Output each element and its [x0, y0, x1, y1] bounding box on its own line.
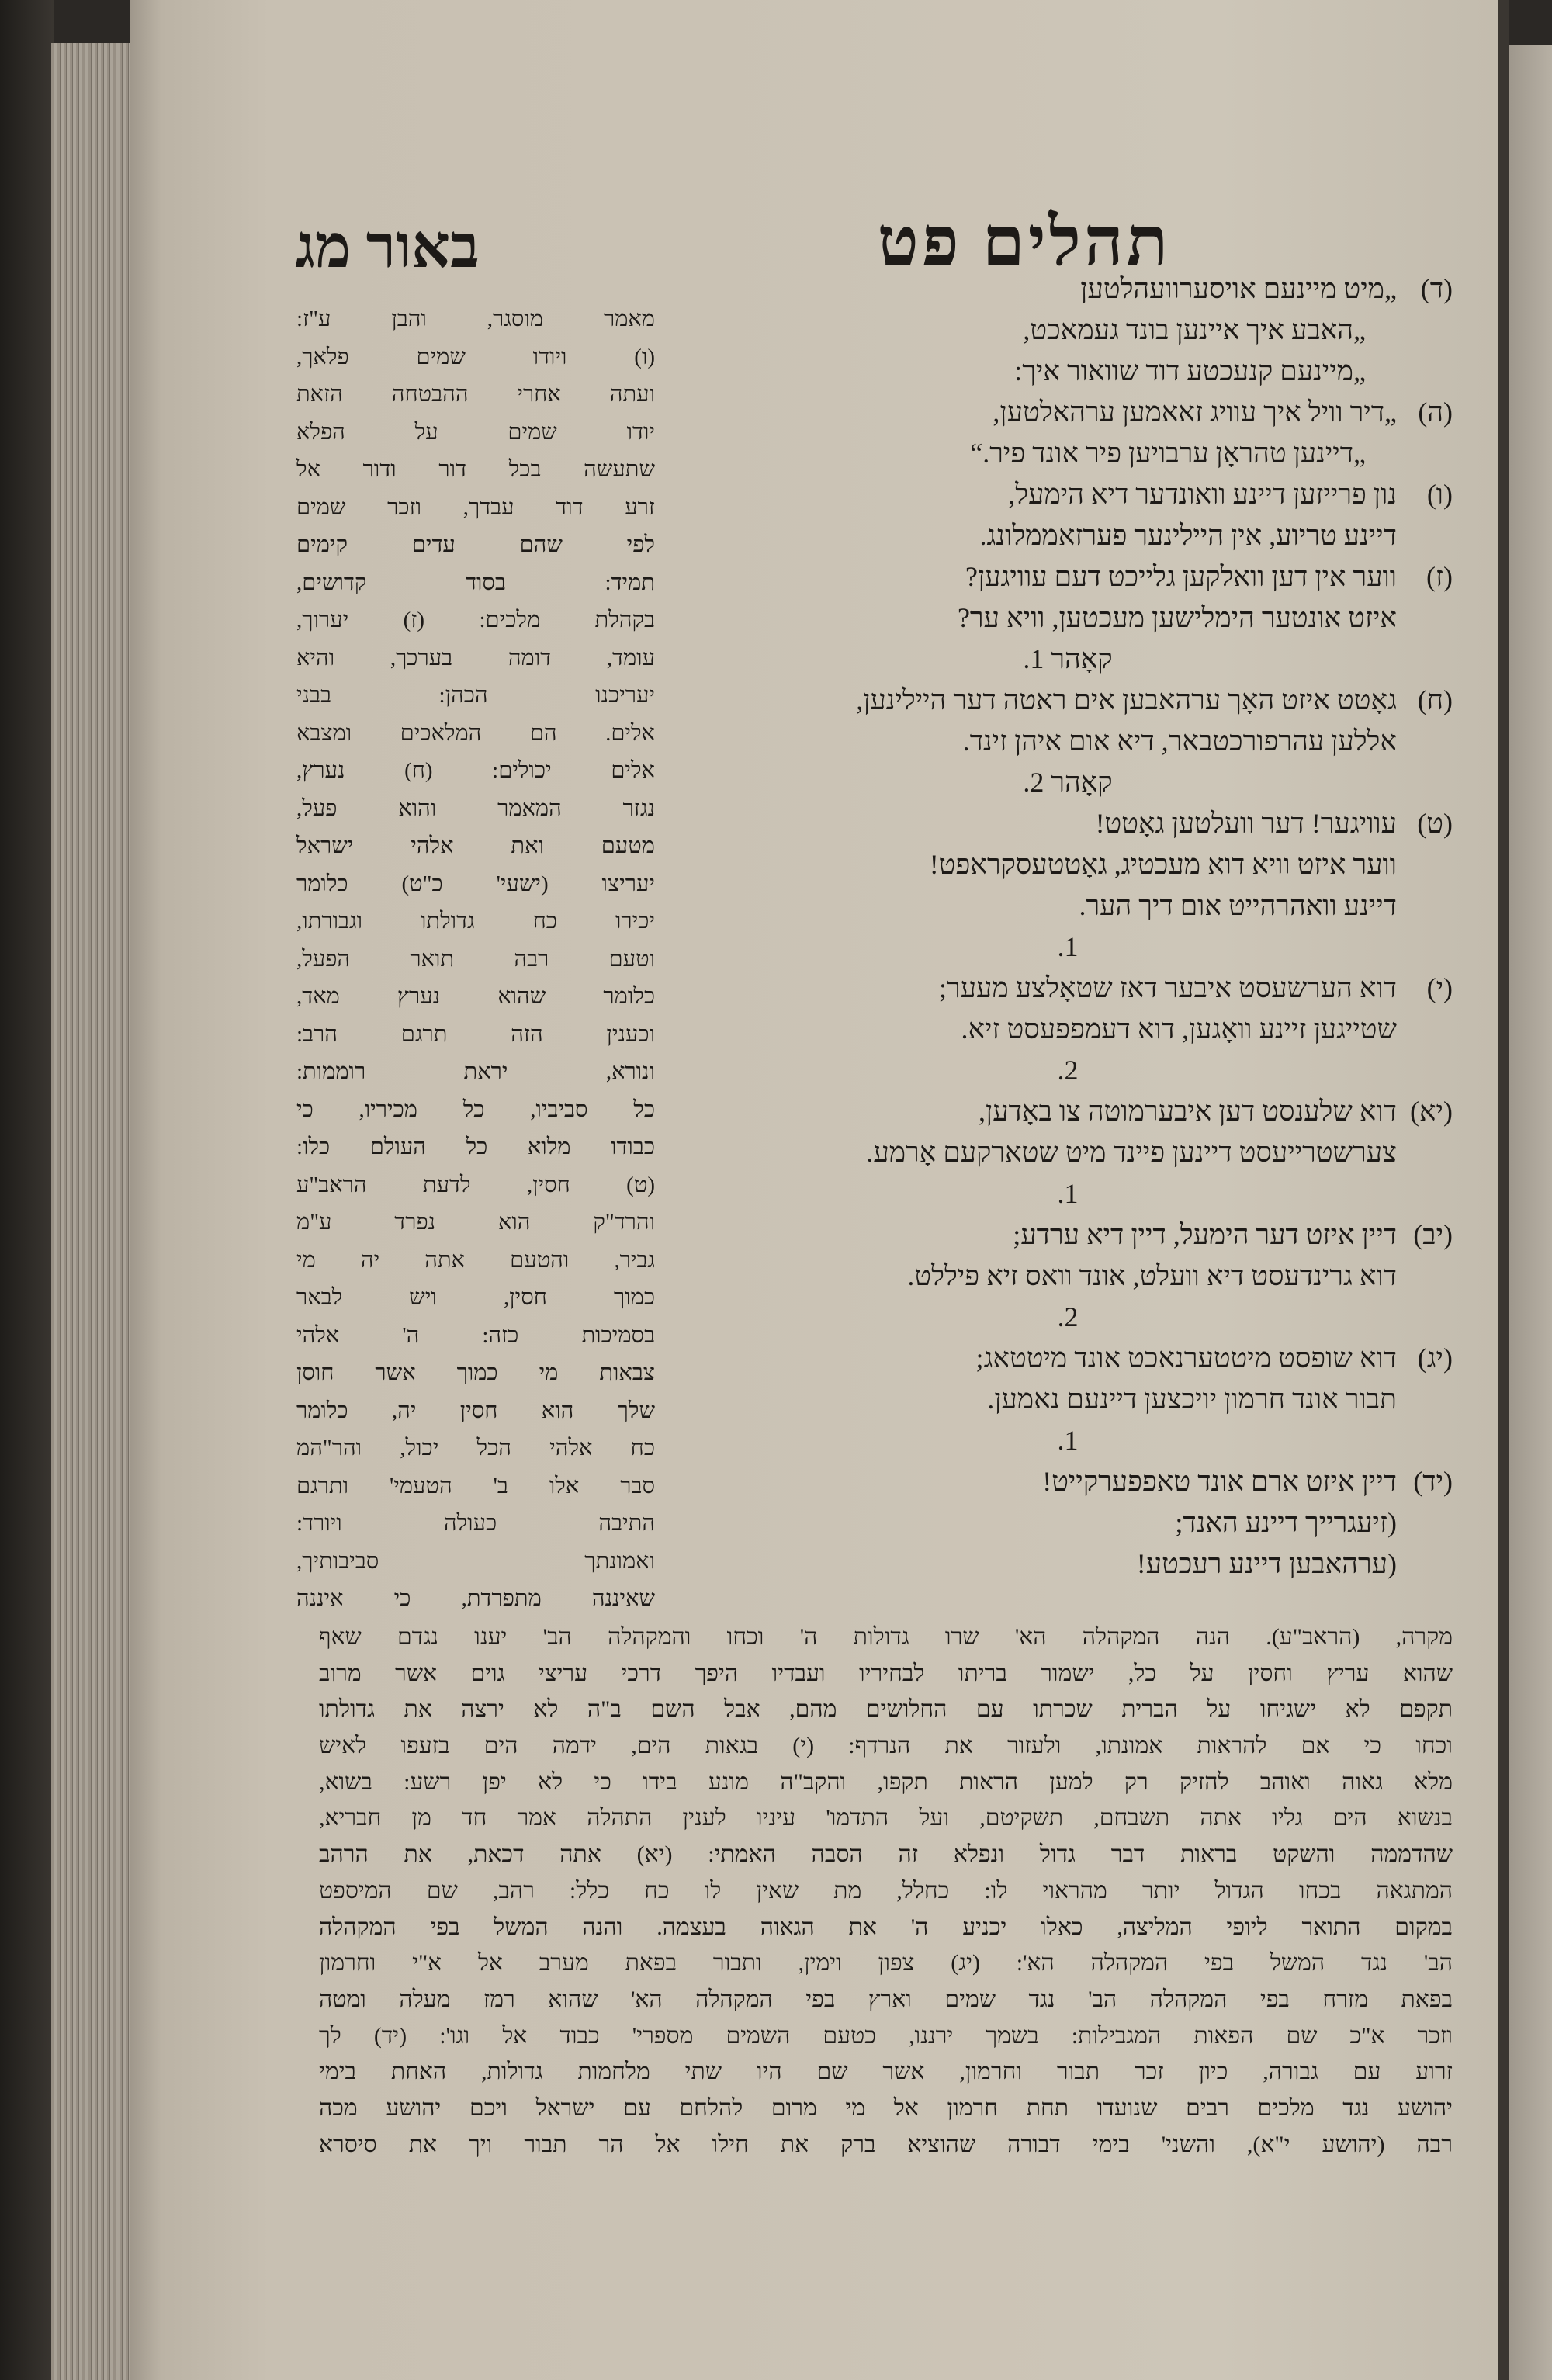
translation-text: דוא הערשעסט איבער דאז שטאָלצע מעער;	[938, 972, 1397, 1003]
translation-text: דיינע טריוע, אין היילינער פערזאממלונג.	[979, 520, 1397, 551]
commentary-line: שלך הוא חסין יה, כלומר	[296, 1398, 655, 1423]
translation-line	[683, 598, 1453, 639]
translation-line	[683, 474, 1453, 515]
commentary-line: עומד, דומה בערכך, והיא	[296, 645, 655, 670]
commentary-line: זרע דוד עבדך, וזכר שמים	[296, 494, 655, 520]
commentary-line: זרוע עם גבורה, כיון זכר תבור וחרמון, אשר שם היו שתי מלחמות גדולות, האחת בימי	[319, 2059, 1453, 2085]
verse-number: (ז)	[1426, 561, 1453, 592]
translation-text: ווער איזט וויא דוא מעכטיג, גאָטטעסקראפט!	[929, 849, 1397, 880]
chorus-label: 2.	[1057, 1055, 1079, 1086]
verse-number: (יא)	[1409, 1096, 1453, 1127]
chorus-label: 1.	[1057, 1425, 1079, 1456]
commentary-line: וזכר א"כ שם הפאות המגבילות: בשמך ירננו, כטעם השמים מספרי' כבוד אל וגו': (יד) לך	[319, 2022, 1453, 2049]
running-head-commentary: באור מג	[295, 213, 480, 280]
translation-line	[683, 392, 1453, 433]
translation-text: דיין איזט ארם אונד טאפפערקייט!	[1042, 1466, 1397, 1497]
translation-text: עוויגער! דער וועלטען גאָטט!	[1095, 808, 1397, 839]
chorus-label: 1.	[1057, 931, 1079, 962]
commentary-line: יעריכנו הכהן: בבני	[296, 683, 655, 708]
commentary-line: יכירו כח גדולתו וגבורתו,	[296, 909, 655, 934]
chorus-label: 1.	[1057, 1178, 1079, 1209]
translation-line	[683, 1256, 1453, 1297]
translation-text: „דיר וויל איך עוויג זאאמען ערהאלטען,	[993, 397, 1397, 428]
commentary-line: אלים. הם המלאכים ומצבא	[296, 720, 655, 746]
translation-line	[683, 721, 1453, 762]
commentary-line: כמוך חסין, ויש לבאר	[296, 1285, 655, 1310]
translation-text: דיינע וואהרהייט אום דיך הער.	[1079, 890, 1397, 921]
commentary-line: המתגאה בכחו הגדול יותר מהראוי לו: כחלל, מת שאין לו כח כלל: רהב, שם המיספט	[319, 1877, 1453, 1904]
translation-line	[683, 1379, 1453, 1420]
commentary-line: יודו שמים על הפלא	[296, 419, 655, 445]
commentary-line: התיבה כעולה ויורד:	[296, 1511, 655, 1536]
translation-text: „דיינען טהראָן ערבויען פיר אונד פיר.“	[970, 438, 1366, 469]
commentary-line: גביר, והטעם אתה יה מי	[296, 1247, 655, 1273]
commentary-line: נגזר המאמר והוא פעל,	[296, 795, 655, 821]
verse-number: (ט)	[1417, 808, 1453, 839]
translation-line	[683, 515, 1453, 556]
translation-line	[683, 680, 1453, 721]
translation-text: אללען עהרפורכטבאר, דיא אום איהן זינד.	[962, 726, 1397, 757]
translation-line	[683, 844, 1453, 885]
translation-text: דוא שופסט מיטטערנאכט אונד מיטטאג;	[975, 1342, 1397, 1374]
commentary-line: במקום התואר ליופי המליצה, כאלו יכניע ה' את הגאוה בעצמה. והנה המשל בפי המקהלה	[319, 1914, 1453, 1940]
commentary-line: לפי שהם עדים קימים	[296, 532, 655, 557]
verse-number: (ה)	[1418, 397, 1453, 428]
chorus-label: קאָהר 2.	[1023, 767, 1113, 798]
commentary-line: מאמר מוסגר, והבן ע"ז:	[296, 307, 655, 331]
translation-text: „מיינעם קנעכטע דוד שוואור איך:	[1014, 355, 1366, 386]
verse-number: (יג)	[1417, 1342, 1453, 1374]
translation-line	[683, 1009, 1453, 1050]
translation-text: (ערהאבען דיינע רעכטע!	[1136, 1548, 1397, 1579]
chorus-label: 2.	[1057, 1301, 1079, 1332]
scan-background	[0, 0, 54, 2380]
translation-text: דוא גרינדעסט דיא וועלט, אונד וואס זיא פיללט.	[907, 1260, 1397, 1291]
commentary-line: ואמונתך סביבותיך,	[296, 1548, 655, 1574]
verse-number: (ח)	[1417, 684, 1453, 715]
translation-line	[683, 1091, 1453, 1132]
commentary-line: ועתה אחרי ההבטחה הזאת	[296, 382, 655, 407]
translation-text: דוא שלענסט דען איבערמוטה צו באָדען,	[979, 1096, 1397, 1127]
verse-number: (י)	[1426, 972, 1453, 1003]
commentary-line: מטעם ואת אלהי ישראל	[296, 833, 655, 858]
translation-line	[683, 803, 1453, 844]
translation-line	[683, 351, 1453, 392]
commentary-line: תמיד: בסוד קדושים,	[296, 570, 655, 595]
page-edge-stack	[51, 43, 132, 2380]
commentary-line: יהושע נגד מלכים רבים שנועדו תחת חרמון אל מי מרום להלחם עם ישראל ויכם יהושע מכה	[319, 2094, 1453, 2121]
translation-line	[683, 1543, 1453, 1585]
translation-line	[683, 268, 1453, 310]
translation-line	[683, 1214, 1453, 1256]
translation-line	[683, 885, 1453, 927]
commentary-line: וטעם רבה תואר הפעל,	[296, 946, 655, 972]
commentary-line: (ו) ויודו שמים פלאך,	[296, 344, 655, 369]
commentary-line: שאיננה מתפרדת, כי איננה	[296, 1586, 655, 1611]
verse-number: (יד)	[1413, 1466, 1453, 1497]
commentary-line: צבאות מי כמוך אשר חוסן	[296, 1360, 655, 1385]
commentary-line: וכענין הזה תרגם הרב:	[296, 1021, 655, 1047]
verse-number: (יב)	[1413, 1219, 1453, 1250]
commentary-line: בקהלת מלכים: (ז) יערוך,	[296, 608, 655, 632]
chorus-label: קאָהר 1.	[1023, 643, 1113, 674]
commentary-line: יעריצו (ישעי' כ"ט) כלומר	[296, 871, 655, 896]
translation-line	[683, 1338, 1453, 1379]
translation-text: ווער אין דען וואלקען גלייכט דעם עוויגען?	[965, 561, 1397, 592]
commentary-line: שתעשה בכל דור ודור אל	[296, 457, 655, 482]
commentary-line: (ט) חסין, לדעת הראב"ע	[296, 1172, 655, 1197]
page-gutter-shadow	[1498, 0, 1509, 2380]
commentary-line: סבר אלו ב' הטעמי' ותרגם	[296, 1473, 655, 1498]
translation-text: גאָטט איזט האָך ערהאבען אים ראטה דער היילינען,	[856, 684, 1397, 715]
commentary-line: שהוא עריץ וחסין על כל, ישמור בריתו לבחיריו ועבדיו היפך דרכי עריצי גוים אשר מרוב	[319, 1660, 1453, 1686]
commentary-line: הב' נגד המשל בפי המקהלה הא': (יג) צפון וימין, ותבור בפאת מערב אל א"י וחרמון	[319, 1950, 1453, 1976]
commentary-line: כבודו מלוא כל העולם כלו:	[296, 1135, 655, 1159]
translation-line	[683, 1461, 1453, 1502]
commentary-line: אלים יכולים: (ח) נערץ,	[296, 758, 655, 783]
commentary-line: מלא גאוה ואוהב להזיק רק למען הראות תקפו, והקב"ה מונע בידו כי לא יפן רשע: בשוא,	[319, 1769, 1453, 1795]
commentary-line: רבה (יהושע י"א), והשני' בימי דבורה שהוציא ברק את חילו אל הר תבור ויך את סיסרא	[319, 2131, 1453, 2157]
bottom-commentary-block	[319, 1620, 1453, 2163]
commentary-line: בפאת מזרח בפי המקהלה הב' נגד שמים וארץ בפי המקהלה הא' שהוא רמז מעלה ומטה	[319, 1986, 1453, 2012]
commentary-line: וכחו כי אם להראות אמונתו, ולעזור את הנרדף: (י) בגאות הים, ידמה הים בזעפו לאיש	[319, 1733, 1453, 1759]
translation-text: „האבע איך איינען בונד געמאכט,	[1023, 314, 1366, 345]
commentary-line: כל סביביו, כל מכיריו, כי	[296, 1096, 655, 1122]
verse-number: (ד)	[1420, 273, 1453, 304]
translation-text: (זיעגרייך דיינע האנד;	[1175, 1507, 1397, 1538]
commentary-line: מקרה, (הראב"ע). הנה המקהלה הא' שרו גדולות ה' וכחו והמקהלה הב' יענו נגדם שאף	[319, 1624, 1453, 1650]
translation-line	[683, 1132, 1453, 1173]
commentary-line: ונורא, יראת רוממות:	[296, 1059, 655, 1084]
verse-number: (ו)	[1426, 479, 1453, 510]
commentary-line: שהדממה והשקט בראות דבר גדול ונפלא זה הסבה האמתי: (יא) אתה דכאת, את הרהב	[319, 1841, 1453, 1868]
commentary-line: כלומר שהוא נערץ מאד,	[296, 984, 655, 1009]
translation-text: איזט אונטער הימלישען מעכטען, וויא ער?	[957, 602, 1397, 633]
translation-text: תבור אונד חרמון יויכצען דיינעם נאמען.	[987, 1384, 1397, 1415]
translation-line	[683, 968, 1453, 1009]
side-commentary-column	[296, 300, 655, 1618]
commentary-line: בסמיכות כזה: ה' אלהי	[296, 1322, 655, 1348]
commentary-line: תקפם לא ישגיחו על הברית שכרתו עם החלושים מהם, אבל השם ב"ה לא ירצה את גדולתו	[319, 1696, 1453, 1723]
translation-text: צערשטרייעסט דיינען פיינד מיט שטארקעם אָרמע.	[866, 1137, 1397, 1168]
translation-text: „מיט מיינעם אויסערוועהלטען	[1080, 273, 1397, 304]
translation-line	[683, 556, 1453, 598]
translation-text: דיין איזט דער הימעל, דיין דיא ערדע;	[1013, 1219, 1397, 1250]
translation-column	[683, 268, 1453, 1585]
running-head-psalm: תהלים פט	[877, 205, 1172, 280]
commentary-line: כח אלהי הכל יכול, והר"המ	[296, 1436, 655, 1460]
translation-line	[683, 310, 1453, 351]
translation-line	[683, 1502, 1453, 1543]
translation-text: נון פרייזען דיינע וואונדער דיא הימעל,	[1008, 479, 1397, 510]
translation-line	[683, 433, 1453, 474]
translation-text: שטייגען זיינע וואָגען, דוא דעמפפעסט זיא.	[961, 1013, 1397, 1044]
commentary-line: בנשוא הים גליו אתה תשבחם, תשקיטם, ועל התדמו' עיניו לענין התהלה אמר חד מן חבריא,	[319, 1805, 1453, 1831]
next-page-edge	[1509, 45, 1552, 2380]
commentary-line: והרד"ק הוא נפרד ע"מ	[296, 1210, 655, 1235]
